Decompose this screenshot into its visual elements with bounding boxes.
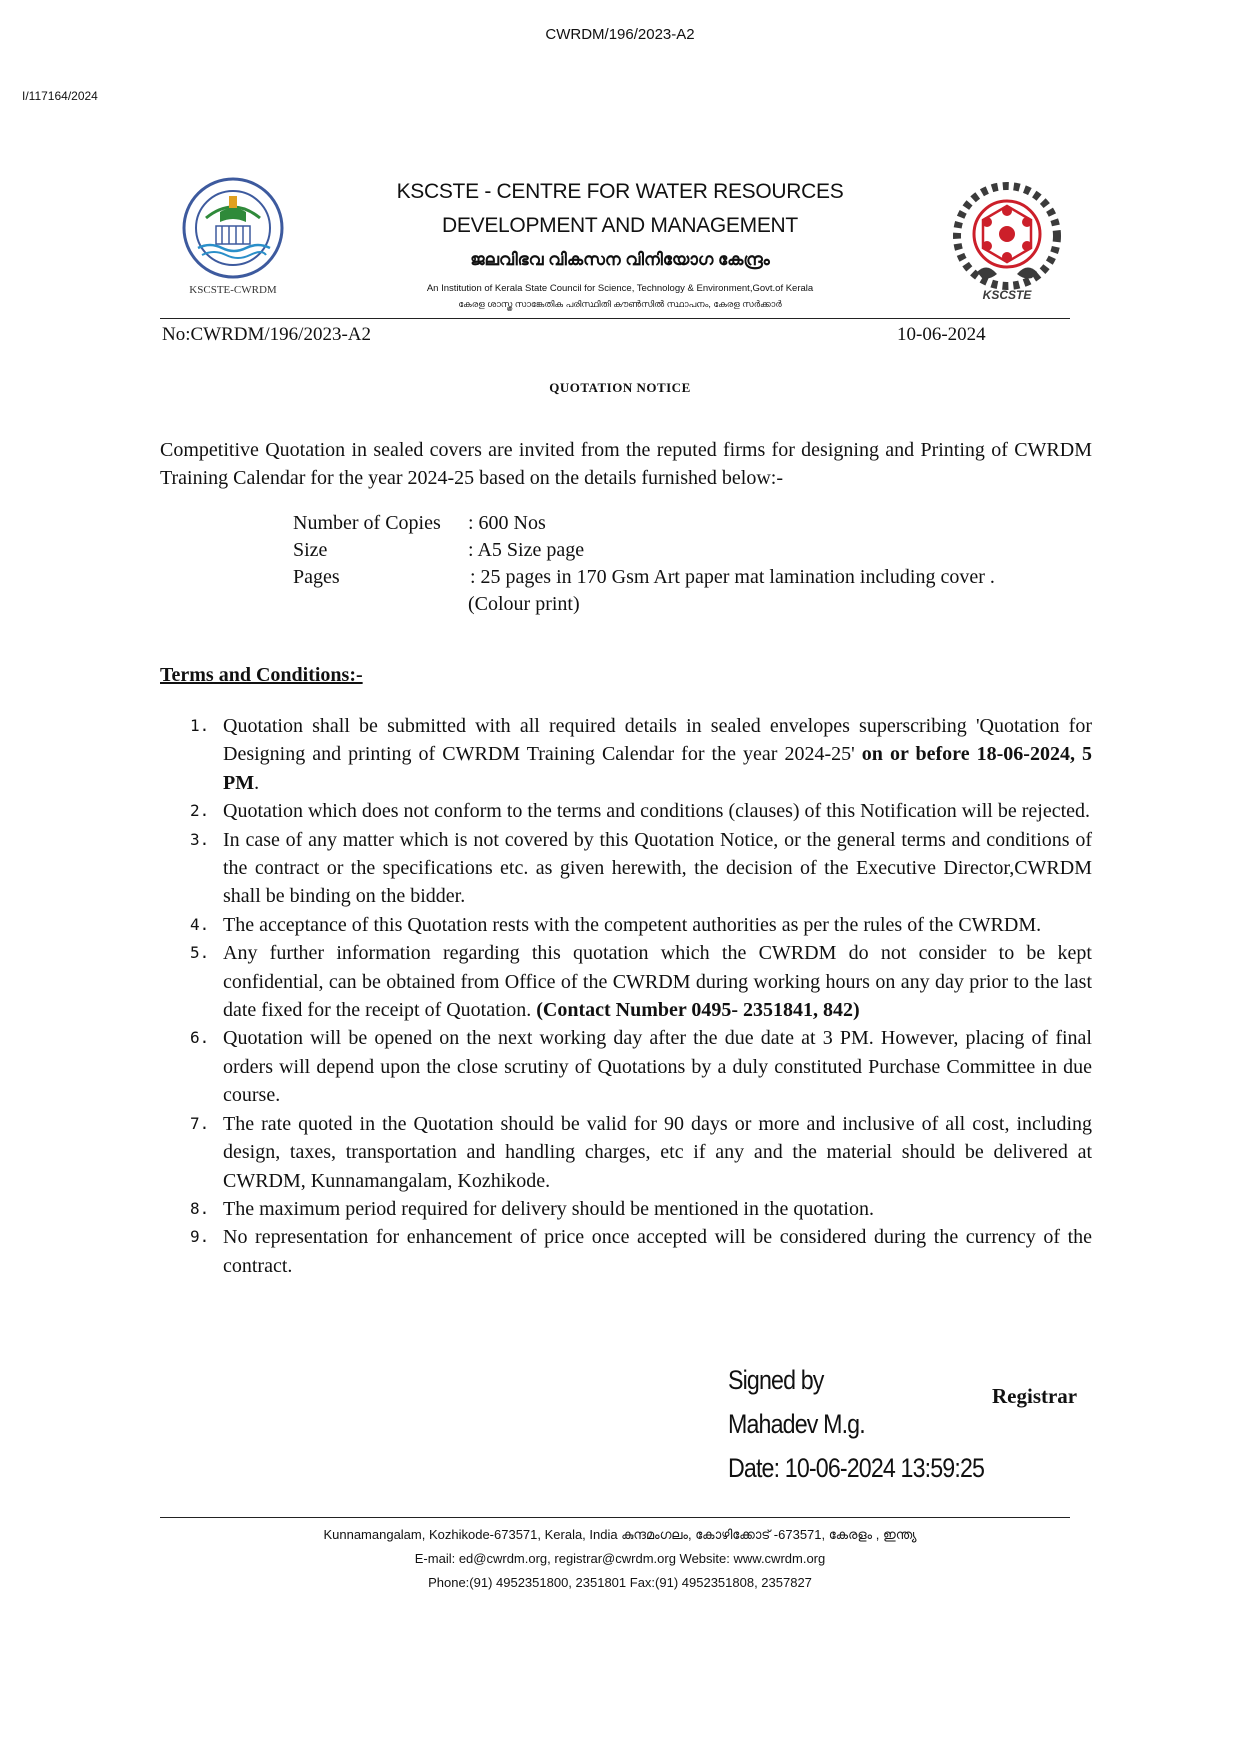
term-tail: .: [254, 771, 260, 794]
terms-heading: Terms and Conditions:-: [160, 664, 363, 686]
term-deadline: on or before 18-06-2024, 5 PM: [223, 743, 1092, 794]
spec-value: : 600 Nos: [468, 512, 546, 534]
term-item: [160, 826, 1092, 911]
kscste-logo: [942, 176, 1072, 310]
term-number: 1.: [190, 716, 210, 735]
cwrdm-logo: [180, 176, 286, 304]
term-number: 8.: [190, 1198, 210, 1218]
term-text: The rate quoted in the Quotation should be valid for 90 days or more and inclusive of all cost, including design, taxes, transportation and handling charges, etc if any and the material should be delivered at CWRDM, Kunnamangalam, Kozhikode.: [223, 1112, 1092, 1192]
spec-value: : A5 Size page: [468, 539, 585, 561]
term-number: 4.: [190, 914, 210, 934]
term-text: Quotation which does not conform to the terms and conditions (clauses) of this Notification will be rejected.: [223, 800, 1091, 823]
term-text: The acceptance of this Quotation rests with the competent authorities as per the rules of the CWRDM.: [223, 913, 1042, 936]
term-item: [160, 1024, 1092, 1109]
term-text: Any further information regarding this quotation which the CWRDM do not consider to be kept confidential, can be obtained from Office of the CWRDM during working hours on any day prior to the last date fixed for the receipt of Quotation.: [223, 942, 1092, 1022]
term-item: [160, 712, 1092, 797]
digital-signature: [728, 1358, 985, 1490]
document-reference-top: CWRDM/196/2023-A2: [545, 26, 695, 43]
organization-name-malayalam: ജലവിഭവ വികസന വിനിയോഗ കേന്ദ്രം: [470, 250, 770, 269]
file-reference: I/117164/2024: [22, 89, 98, 103]
signature-date: Date: 10-06-2024 13:59:25: [728, 1453, 985, 1483]
term-text: In case of any matter which is not covered by this Quotation Notice, or the general terms and conditions of the contract or the specifications etc. as given herewith, the decision of the Executive Director,CWRDM shall be binding on the bidder.: [223, 828, 1092, 908]
term-item: [160, 939, 1092, 1024]
spec-label: Number of Copies: [293, 512, 441, 534]
footer-divider: [160, 1517, 1070, 1518]
header-divider: [160, 318, 1070, 319]
spec-label: Size: [293, 539, 328, 561]
footer-phone: Phone:(91) 4952351800, 2351801 Fax:(91) 4952351808, 2357827: [428, 1575, 812, 1590]
reference-number: No:CWRDM/196/2023-A2: [162, 324, 371, 345]
term-text: Quotation shall be submitted with all required details in sealed envelopes superscribing 'Quotation for Designing and printing of CWRDM Training Calendar for the year 2024-25': [223, 715, 1092, 766]
term-contact-number: (Contact Number 0495- 2351841, 842): [536, 999, 860, 1022]
institution-statement: An Institution of Kerala State Council for Science, Technology & Environment,Govt.of Kerala: [426, 283, 814, 294]
term-item: [160, 1110, 1092, 1195]
organization-name-line2: DEVELOPMENT AND MANAGEMENT: [442, 214, 798, 237]
notice-title: QUOTATION NOTICE: [549, 380, 691, 395]
term-number: 3.: [190, 829, 210, 849]
spec-label: Pages: [293, 566, 340, 588]
signature-line: Signed by: [728, 1365, 824, 1395]
spec-value: (Colour print): [468, 593, 580, 615]
institution-statement-malayalam: കേരള ശാസ്ത്ര സാങ്കേതിക പരിസ്ഥിതി കൗൺസിൽ സ്ഥാപനം, കേരള സർക്കാർ: [458, 299, 782, 309]
reference-date: 10-06-2024: [897, 324, 986, 345]
terms-list: [160, 712, 1092, 1280]
spec-value: : 25 pages in 170 Gsm Art paper mat lamination including cover .: [470, 566, 995, 588]
term-text: Quotation will be opened on the next working day after the due date at 3 PM. However, placing of final orders will depend upon the close scrutiny of Quotations by a duly constituted Purchase Committee in due course.: [223, 1027, 1092, 1107]
term-number: 6.: [190, 1028, 210, 1048]
term-text: No representation for enhancement of price once accepted will be considered during the currency of the contract.: [223, 1226, 1092, 1277]
kscste-logo-label: KSCSTE: [982, 288, 1032, 302]
term-item: [160, 1223, 1092, 1280]
term-number: 2.: [190, 801, 210, 821]
organization-name-line1: KSCSTE - CENTRE FOR WATER RESOURCES: [396, 180, 844, 203]
term-item: [160, 911, 1092, 939]
footer-address: Kunnamangalam, Kozhikode-673571, Kerala, India കുന്ദമംഗലം, കോഴിക്കോട് -673571, കേരളം , ഇന്ത്യ: [323, 1527, 917, 1542]
signatory-designation: Registrar: [992, 1384, 1078, 1408]
cwrdm-logo-label: KSCSTE-CWRDM: [189, 284, 277, 296]
term-text: The maximum period required for delivery should be mentioned in the quotation.: [223, 1197, 874, 1220]
term-number: 9.: [190, 1227, 210, 1247]
footer-contact: E-mail: ed@cwrdm.org, registrar@cwrdm.org Website: www.cwrdm.org: [414, 1551, 826, 1566]
term-number: 7.: [190, 1113, 210, 1133]
intro-paragraph: Competitive Quotation in sealed covers are invited from the reputed firms for designing and Printing of CWRDM Training Calendar for the year 2024-25 based on the details furnished below:-: [160, 439, 1092, 489]
term-item: [160, 797, 1092, 825]
term-item: [160, 1195, 1092, 1223]
signer-name: Mahadev M.g.: [728, 1409, 865, 1439]
term-number: 5.: [190, 943, 210, 963]
